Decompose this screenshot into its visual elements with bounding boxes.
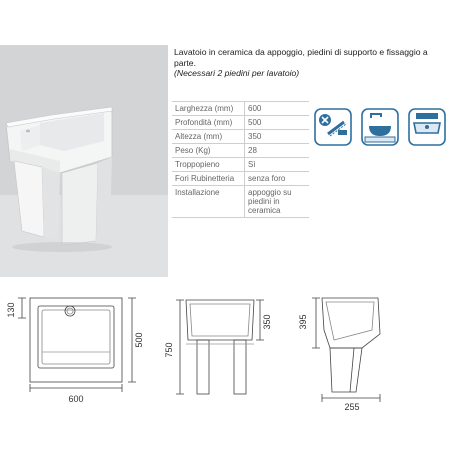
product-description — [174, 47, 444, 79]
spec-label: Installazione — [172, 186, 245, 218]
spec-value: Sì — [245, 158, 310, 172]
spec-value: 350 — [245, 130, 310, 144]
top-view-width-label: 600 — [68, 394, 84, 404]
side-view-depth-label: 255 — [344, 402, 360, 412]
spec-table — [172, 101, 309, 218]
spec-value: 28 — [245, 144, 310, 158]
spec-label: Troppopieno — [172, 158, 245, 172]
spec-label: Peso (Kg) — [172, 144, 245, 158]
front-view-total-height-label: 750 — [164, 342, 174, 358]
front-view-drawing — [176, 300, 264, 394]
spec-row — [172, 186, 309, 218]
spec-value: senza foro — [245, 172, 310, 186]
spec-value: appoggio su piedini in ceramica — [245, 186, 310, 218]
top-view-height-right-label: 500 — [134, 332, 144, 348]
description-note: (Necessari 2 piedini per lavatoio) — [174, 68, 300, 79]
spec-value: 500 — [245, 116, 310, 130]
spec-row — [172, 116, 309, 130]
spec-label: Fori Rubinetteria — [172, 172, 245, 186]
spec-row — [172, 144, 309, 158]
spec-label: Profondità (mm) — [172, 116, 245, 130]
top-view-height-left-label: 130 — [6, 302, 16, 318]
side-view-height-label: 395 — [298, 314, 308, 330]
countertop-basin-icon — [361, 108, 399, 146]
side-view-drawing — [312, 298, 380, 402]
wall-hung-basin-icon — [408, 108, 446, 146]
front-view-basin-height-label: 350 — [262, 314, 272, 330]
technical-drawings — [0, 290, 452, 420]
spec-row — [172, 130, 309, 144]
spec-label: Larghezza (mm) — [172, 102, 245, 116]
description-text: Lavatoio in ceramica da appoggio, piedini di supporto e fissaggio a parte. — [174, 47, 428, 68]
spec-row — [172, 102, 309, 116]
laundry-sink-photo — [0, 45, 168, 277]
no-screw-fixing-icon — [314, 108, 352, 146]
top-view-drawing — [18, 298, 136, 392]
spec-label: Altezza (mm) — [172, 130, 245, 144]
product-photo — [0, 45, 168, 277]
spec-row — [172, 172, 309, 186]
spec-row — [172, 158, 309, 172]
spec-value: 600 — [245, 102, 310, 116]
